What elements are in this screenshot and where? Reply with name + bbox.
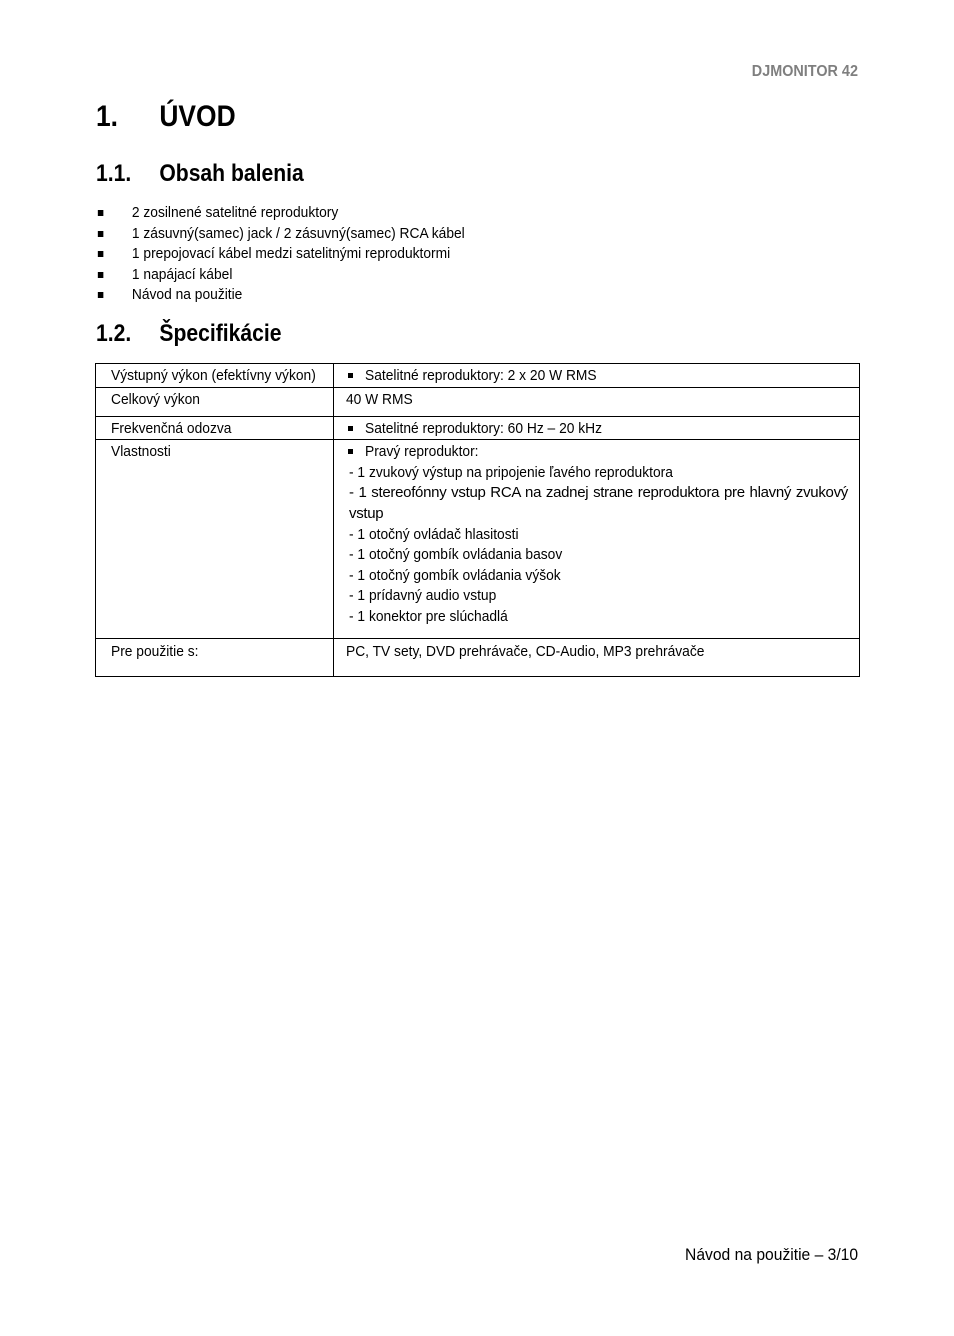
feature-item: - 1 otočný ovládač hlasitosti [349, 525, 519, 543]
section-title: ÚVOD [159, 100, 236, 133]
list-item [96, 265, 465, 286]
list-item [96, 244, 465, 265]
spec-value: Satelitné reproduktory: 60 Hz – 20 kHz [365, 419, 603, 437]
bullet-square-icon [98, 272, 104, 278]
list-item [96, 224, 465, 245]
list-item [96, 203, 465, 224]
page-footer: Návod na použitie – 3/10 [684, 1245, 858, 1264]
spec-label: Výstupný výkon (efektívny výkon) [111, 367, 316, 384]
list-item-text: 1 prepojovací kábel medzi satelitnými reproduktormi [131, 245, 451, 262]
spec-label: Pre použitie s: [111, 643, 199, 661]
table-row [96, 639, 860, 677]
section-heading-1 [96, 100, 236, 134]
bullet-square-icon [98, 292, 104, 298]
table-row [96, 364, 860, 388]
feature-item: - 1 otočný gombík ovládania výšok [349, 566, 561, 584]
section-heading-1-2 [96, 320, 281, 348]
section-number: 1. [96, 100, 119, 133]
table-row [96, 416, 860, 440]
bullet-square-icon [348, 449, 353, 454]
section-heading-1-1 [96, 160, 304, 188]
table-cell-value [334, 416, 860, 440]
spec-label: Celkový výkon [111, 390, 200, 408]
table-row [96, 387, 860, 416]
feature-item: - 1 otočný gombík ovládania basov [349, 546, 563, 564]
section-number: 1.1. [96, 160, 132, 187]
table-cell-value [334, 440, 860, 639]
feature-item: - 1 prídavný audio vstup [349, 587, 497, 605]
table-cell-label [96, 639, 334, 677]
bullet-square-icon [98, 251, 104, 257]
feature-item: - 1 konektor pre slúchadlá [349, 607, 508, 625]
bullet-square-icon [98, 210, 104, 216]
feature-item: - 1 stereofónny vstup RCA na zadnej strane reproduktora pre hlavný zvukový vstup [349, 484, 848, 522]
spec-value: Satelitné reproduktory: 2 x 20 W RMS [365, 367, 597, 384]
bullet-square-icon [348, 426, 353, 431]
table-cell-value [334, 364, 860, 388]
spec-value: PC, TV sety, DVD prehrávače, CD-Audio, MP3 prehrávače [346, 643, 705, 661]
section-title: Obsah balenia [159, 160, 304, 187]
list-item-text: 1 zásuvný(samec) jack / 2 zásuvný(samec) RCA kábel [131, 224, 465, 242]
list-item-text: 2 zosilnené satelitné reproduktory [131, 204, 339, 221]
package-contents-list [96, 203, 497, 306]
table-row [96, 440, 860, 639]
list-item [96, 285, 465, 306]
bullet-square-icon [348, 373, 353, 378]
table-cell-value [334, 387, 860, 416]
list-item-text: Návod na použitie [131, 286, 243, 303]
table-cell-label [96, 440, 334, 639]
spec-label: Vlastnosti [111, 443, 171, 461]
table-cell-label [96, 416, 334, 440]
section-title: Špecifikácie [159, 320, 282, 347]
table-cell-value [334, 639, 860, 677]
list-item-text: 1 napájací kábel [131, 265, 233, 283]
section-number: 1.2. [96, 320, 132, 347]
table-cell-label [96, 364, 334, 388]
feature-item: - 1 zvukový výstup na pripojenie ľavého reproduktora [349, 463, 673, 481]
specifications-table [95, 363, 860, 677]
document-header-model: DJMONITOR 42 [751, 63, 858, 80]
spec-value: 40 W RMS [346, 390, 413, 408]
spec-label: Frekvenčná odozva [111, 419, 232, 437]
bullet-square-icon [98, 231, 104, 237]
spec-value: Pravý reproduktor: [365, 443, 479, 461]
table-cell-label [96, 387, 334, 416]
